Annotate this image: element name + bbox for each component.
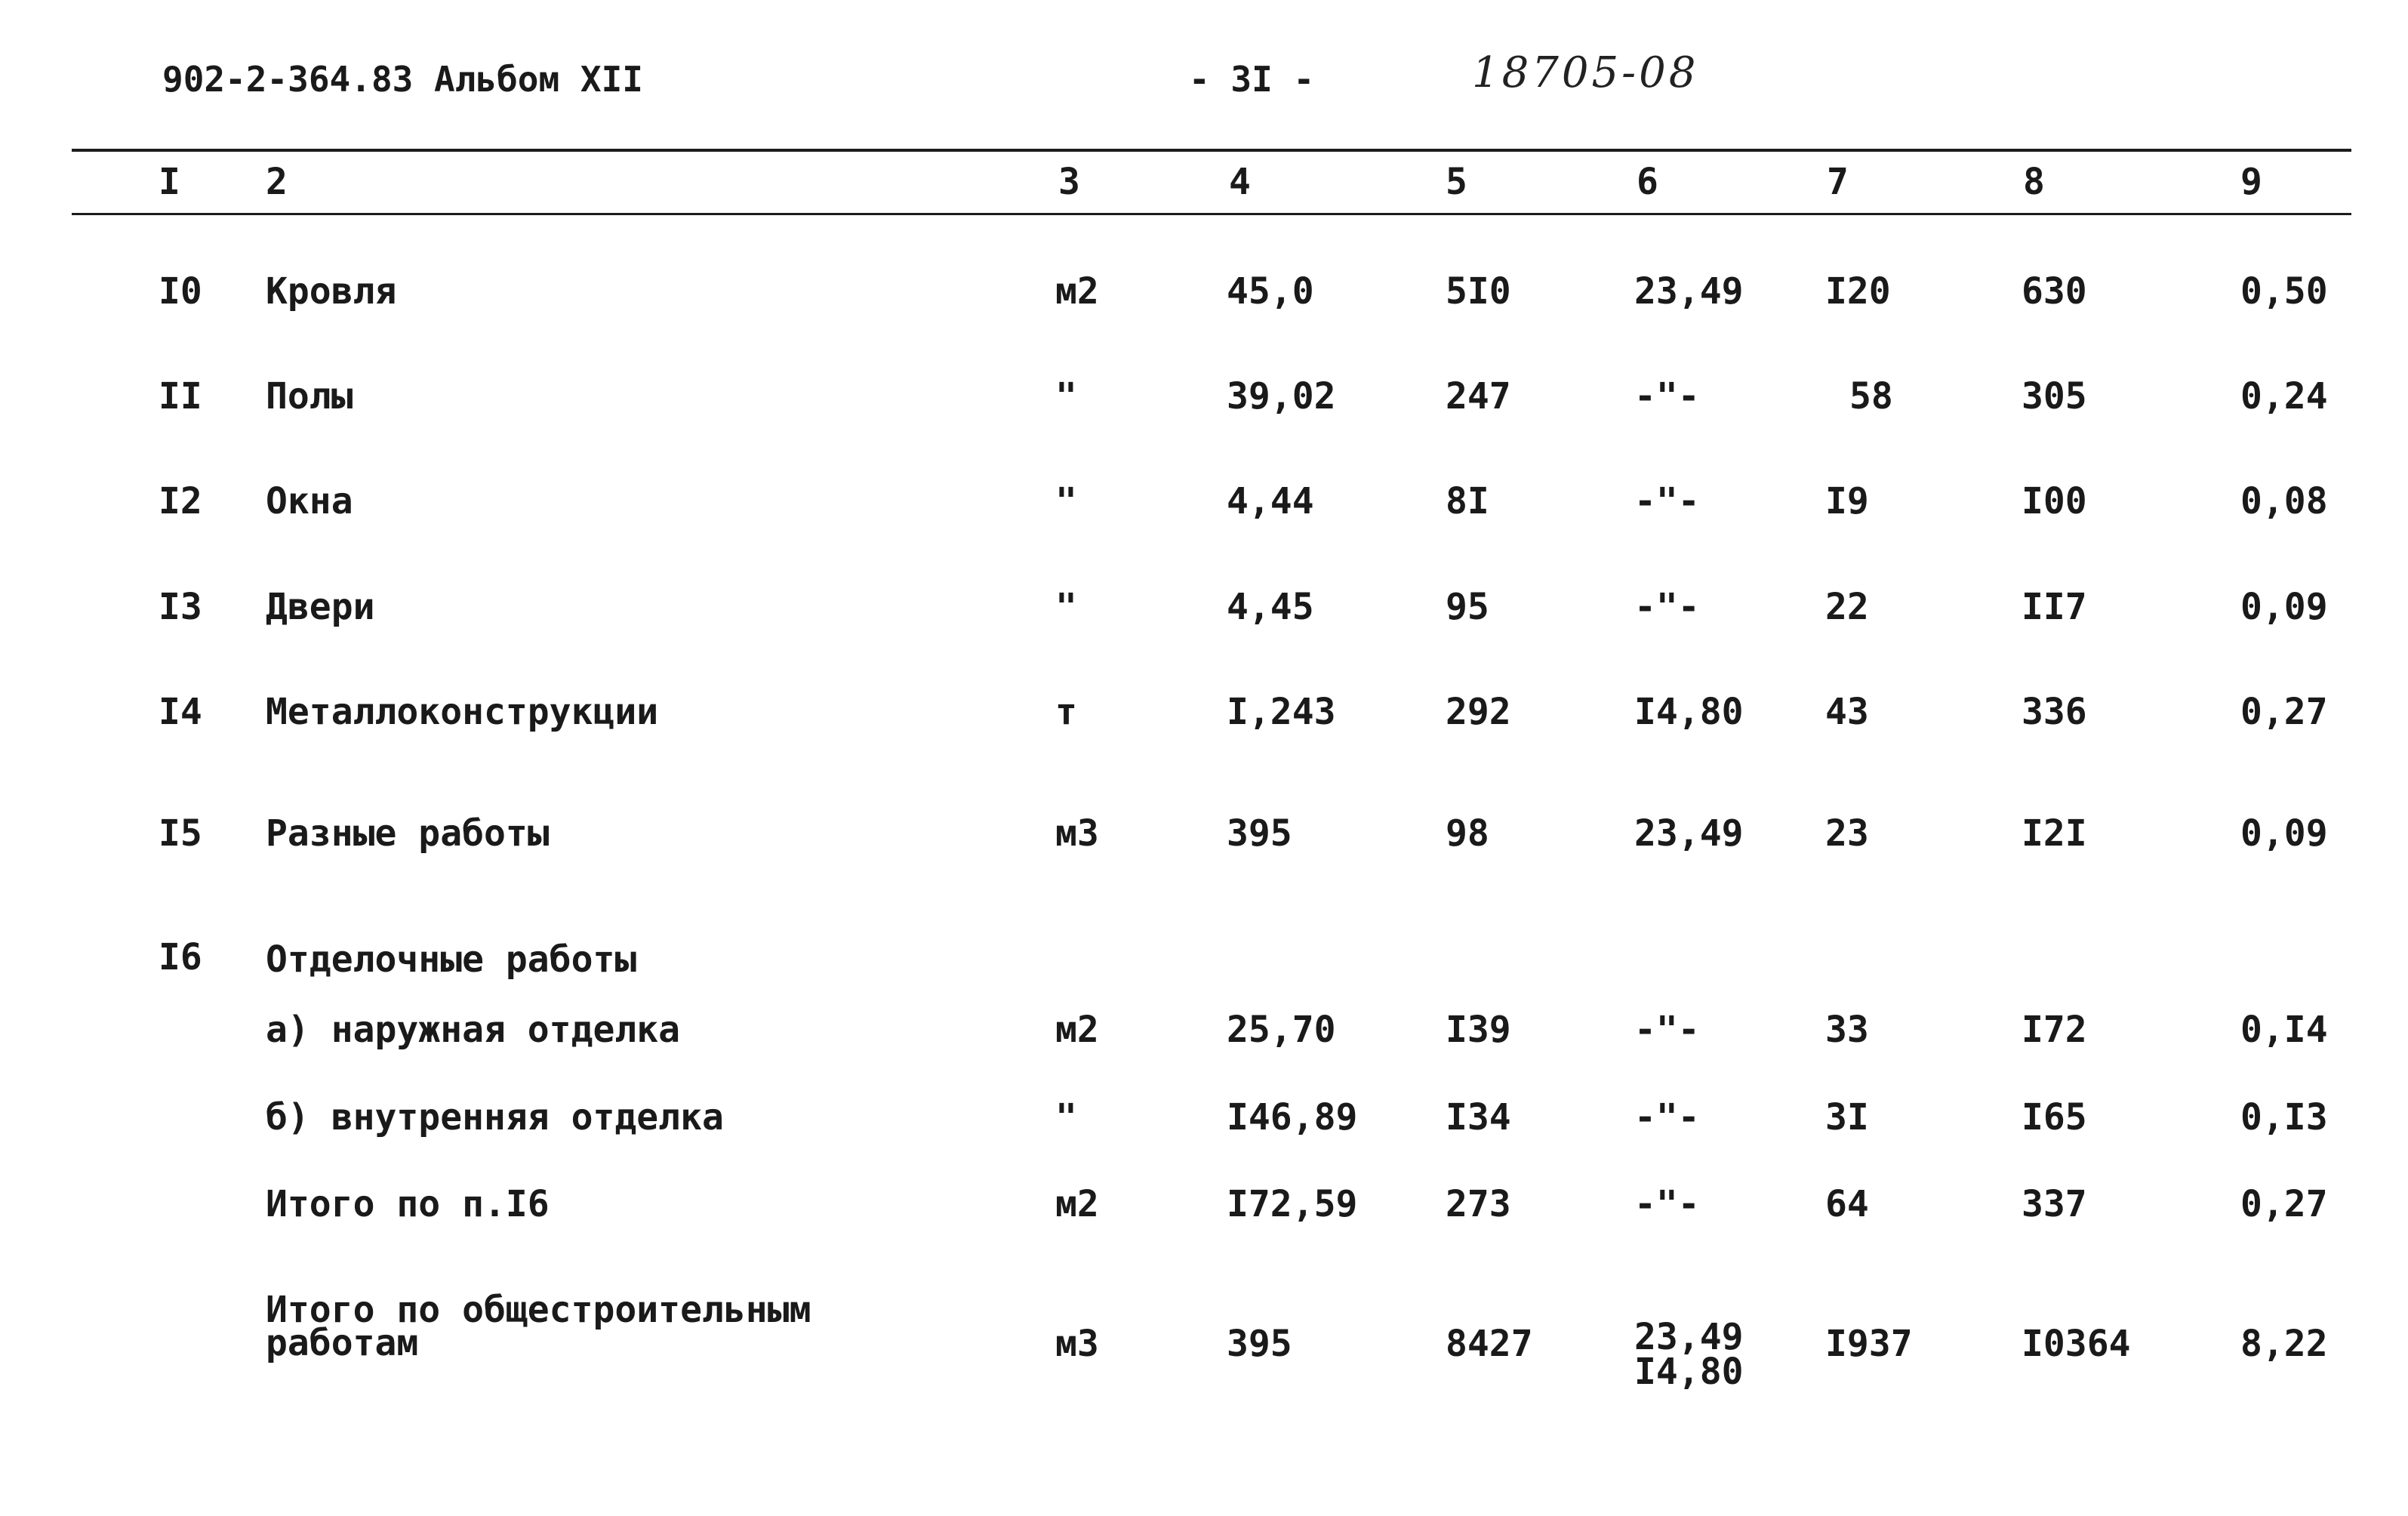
column-8-value: 337 xyxy=(2022,1183,2087,1225)
column-8-value: I65 xyxy=(2022,1096,2087,1139)
column-8-value: I0364 xyxy=(2022,1323,2131,1365)
work-name: Окна xyxy=(266,480,353,522)
quantity: 39,02 xyxy=(1227,375,1336,418)
work-name: Кровля xyxy=(266,270,397,313)
row-number: I5 xyxy=(159,812,202,855)
column-7-value: 3I xyxy=(1825,1096,1869,1139)
column-9-value: 0,I3 xyxy=(2240,1096,2328,1139)
row-number: I4 xyxy=(159,691,202,733)
column-5-value: 95 xyxy=(1446,586,1489,628)
table-header-bottom-rule xyxy=(72,213,2351,215)
column-9-value: 0,50 xyxy=(2240,270,2328,313)
unit: м2 xyxy=(1055,1183,1099,1225)
unit: м3 xyxy=(1055,812,1099,855)
column-5-value: I39 xyxy=(1446,1009,1511,1051)
row-number: II xyxy=(159,375,202,418)
column-5-value: 273 xyxy=(1446,1183,1511,1225)
column-7-value: 23 xyxy=(1825,812,1869,855)
column-9-value: 0,09 xyxy=(2240,812,2328,855)
table-top-rule xyxy=(72,149,2351,152)
column-9-value: 8,22 xyxy=(2240,1323,2328,1365)
work-name: б) внутренняя отделка xyxy=(266,1096,724,1139)
column-7-value: 64 xyxy=(1825,1183,1869,1225)
unit: " xyxy=(1055,480,1077,522)
column-6-value-line1: 23,49 xyxy=(1634,1316,1744,1358)
quantity: I,243 xyxy=(1227,691,1336,733)
column-8-value: 630 xyxy=(2022,270,2087,313)
column-5-value: 8I xyxy=(1446,480,1489,522)
column-7-value: 58 xyxy=(1849,375,1893,418)
column-header-7: 7 xyxy=(1827,161,1849,203)
column-header-5: 5 xyxy=(1446,161,1467,203)
column-6-value: -"- xyxy=(1634,586,1700,628)
column-header-6: 6 xyxy=(1637,161,1658,203)
column-7-value: I9 xyxy=(1825,480,1869,522)
column-8-value: 305 xyxy=(2022,375,2087,418)
column-7-value: 33 xyxy=(1825,1009,1869,1051)
column-9-value: 0,27 xyxy=(2240,691,2328,733)
column-6-value: 23,49 xyxy=(1634,270,1744,313)
column-header-1: I xyxy=(159,161,180,203)
column-6-value: I4,80 xyxy=(1634,691,1744,733)
work-name: Разные работы xyxy=(266,812,550,855)
column-6-value-line2: I4,80 xyxy=(1634,1351,1744,1393)
column-header-9: 9 xyxy=(2240,161,2262,203)
column-6-value: -"- xyxy=(1634,1096,1700,1139)
column-5-value: I34 xyxy=(1446,1096,1511,1139)
column-8-value: I00 xyxy=(2022,480,2087,522)
column-9-value: 0,27 xyxy=(2240,1183,2328,1225)
column-7-value: 43 xyxy=(1825,691,1869,733)
work-name: Полы xyxy=(266,375,353,418)
section-title: Отделочные работы xyxy=(266,938,637,981)
column-7-value: I20 xyxy=(1825,270,1891,313)
unit: " xyxy=(1055,1096,1077,1139)
unit: " xyxy=(1055,375,1077,418)
column-6-value: -"- xyxy=(1634,1009,1700,1051)
document-code: 902-2-364.83 Альбом XII xyxy=(162,59,643,100)
column-8-value: I72 xyxy=(2022,1009,2087,1051)
column-9-value: 0,24 xyxy=(2240,375,2328,418)
column-7-value: 22 xyxy=(1825,586,1869,628)
work-name: Металлоконструкции xyxy=(266,691,659,733)
column-5-value: 5I0 xyxy=(1446,270,1511,313)
column-header-8: 8 xyxy=(2023,161,2045,203)
column-7-value: I937 xyxy=(1825,1323,1913,1365)
column-8-value: II7 xyxy=(2022,586,2087,628)
row-number: I6 xyxy=(159,936,202,978)
unit: м2 xyxy=(1055,270,1099,313)
quantity: 25,70 xyxy=(1227,1009,1336,1051)
column-6-value: 23,49 xyxy=(1634,812,1744,855)
column-8-value: I2I xyxy=(2022,812,2087,855)
column-5-value: 98 xyxy=(1446,812,1489,855)
column-8-value: 336 xyxy=(2022,691,2087,733)
work-name: а) наружная отделка xyxy=(266,1009,681,1051)
quantity: 4,45 xyxy=(1227,586,1314,628)
page-number: - 3I - xyxy=(1189,59,1315,100)
work-name: Итого по п.I6 xyxy=(266,1183,550,1225)
column-header-3: 3 xyxy=(1058,161,1080,203)
quantity: I46,89 xyxy=(1227,1096,1358,1139)
column-5-value: 8427 xyxy=(1446,1323,1533,1365)
column-5-value: 292 xyxy=(1446,691,1511,733)
row-number: I2 xyxy=(159,480,202,522)
unit: т xyxy=(1055,691,1077,733)
quantity: 395 xyxy=(1227,812,1292,855)
unit: м2 xyxy=(1055,1009,1099,1051)
work-name: Двери xyxy=(266,586,375,628)
unit: " xyxy=(1055,586,1077,628)
column-header-2: 2 xyxy=(266,161,288,203)
handwritten-note: 18705-08 xyxy=(1472,48,1699,97)
grand-total-name-line2: работам xyxy=(266,1322,419,1364)
grand-total-name-line1: Итого по общестроительным xyxy=(266,1289,811,1331)
quantity: 4,44 xyxy=(1227,480,1314,522)
column-header-4: 4 xyxy=(1229,161,1251,203)
column-9-value: 0,09 xyxy=(2240,586,2328,628)
row-number: I3 xyxy=(159,586,202,628)
column-9-value: 0,I4 xyxy=(2240,1009,2328,1051)
column-6-value: -"- xyxy=(1634,1183,1700,1225)
column-6-value: -"- xyxy=(1634,480,1700,522)
column-5-value: 247 xyxy=(1446,375,1511,418)
column-9-value: 0,08 xyxy=(2240,480,2328,522)
row-number: I0 xyxy=(159,270,202,313)
unit: м3 xyxy=(1055,1323,1099,1365)
quantity: I72,59 xyxy=(1227,1183,1358,1225)
column-6-value: -"- xyxy=(1634,375,1700,418)
quantity: 45,0 xyxy=(1227,270,1314,313)
quantity: 395 xyxy=(1227,1323,1292,1365)
